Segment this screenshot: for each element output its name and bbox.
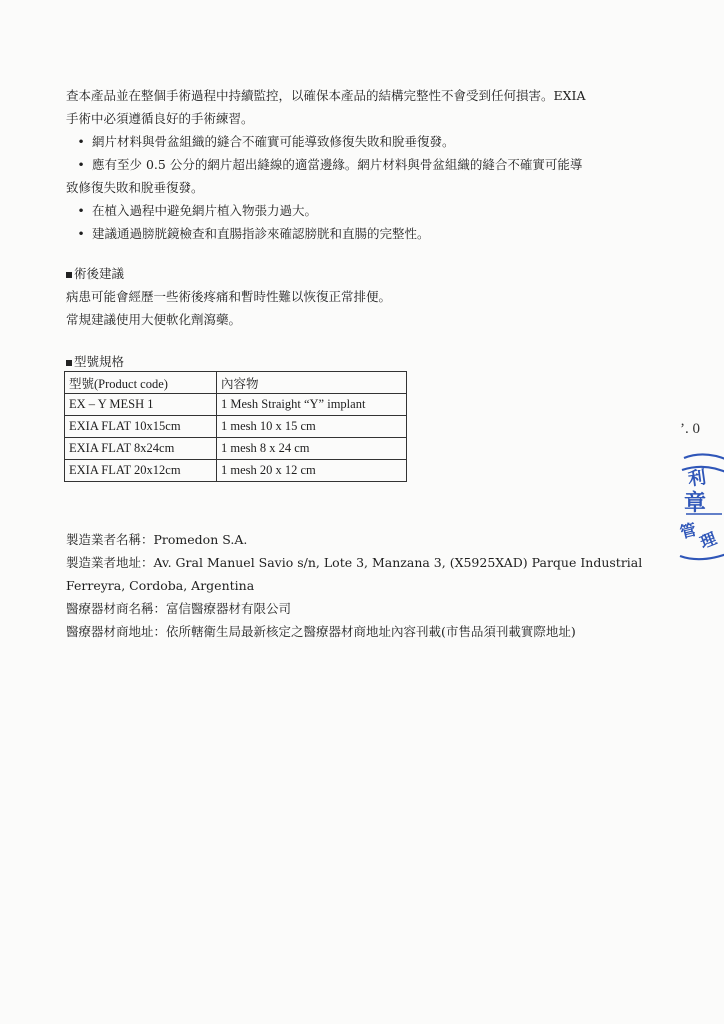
bullet-dot: • xyxy=(77,157,85,172)
bullet-dot: • xyxy=(77,134,85,149)
dealer-name: 富信醫療器材有限公司 xyxy=(166,601,292,616)
warnings-section xyxy=(66,84,666,245)
bullet-text: 應有至少 0.5 公分的網片超出縫線的適當邊緣。網片材料與骨盆組織的縫合不確實可能導 xyxy=(92,157,583,172)
stamp-char: 管 xyxy=(678,519,699,543)
contents-cell: 1 mesh 10 x 15 cm xyxy=(217,416,407,438)
dealer-address-line xyxy=(66,620,666,643)
square-bullet-icon xyxy=(66,272,72,278)
postop-heading xyxy=(66,262,666,285)
product-code-cell: EXIA FLAT 10x15cm xyxy=(65,416,217,438)
bullet-item-4 xyxy=(66,222,666,245)
contents-cell: 1 mesh 20 x 12 cm xyxy=(217,460,407,482)
intro-line-1: 查本產品並在整個手術過程中持續監控，以確保本產品的結構完整性不會受到任何損害。EXIA xyxy=(66,88,586,103)
bullet-text: 在植入過程中避免網片植入物張力過大。 xyxy=(92,203,318,218)
table-row xyxy=(65,394,407,416)
stamp-seal-icon xyxy=(676,452,724,572)
bullet-item-3 xyxy=(66,199,666,222)
spec-heading xyxy=(66,350,666,373)
postop-heading-text: 術後建議 xyxy=(74,266,125,281)
table-row xyxy=(65,438,407,460)
stamp-char: 利 xyxy=(686,466,708,491)
product-code-cell: EXIA FLAT 8x24cm xyxy=(65,438,217,460)
manufacturer-name-line xyxy=(66,528,666,551)
bullet-item-2 xyxy=(66,153,666,176)
manufacturer-address: Av. Gral Manuel Savio s/n, Lote 3, Manzana 3, (X5925XAD) Parque Industrial xyxy=(153,555,643,570)
intro-line-2: 手術中必須遵循良好的手術練習。 xyxy=(66,111,254,126)
dealer-name-line xyxy=(66,597,666,620)
column-header-code: 型號(Product code) xyxy=(65,372,217,394)
stamp-char: 理 xyxy=(697,528,720,553)
dealer-address: 依所轄衛生局最新核定之醫療器材商地址內容刊載(市售品須刊載實際地址) xyxy=(166,624,576,639)
bullet-item-2-continuation: 致修復失敗和脫垂復發。 xyxy=(66,180,204,195)
product-code-cell: EXIA FLAT 20x12cm xyxy=(65,460,217,482)
column-header-contents: 內容物 xyxy=(217,372,407,394)
contents-cell: 1 Mesh Straight “Y” implant xyxy=(217,394,407,416)
table-header-row xyxy=(65,372,407,394)
contents-cell: 1 mesh 8 x 24 cm xyxy=(217,438,407,460)
manufacturer-address-line xyxy=(66,551,666,574)
manufacturer-name: Promedon S.A. xyxy=(153,532,248,547)
spec-heading-text: 型號規格 xyxy=(74,354,125,369)
table-row xyxy=(65,460,407,482)
margin-mark: ’. 0 xyxy=(680,421,700,437)
manufacturer-name-label: 製造業者名稱： xyxy=(66,532,154,547)
bullet-text: 建議通過膀胱鏡檢查和直腸指診來確認膀胱和直腸的完整性。 xyxy=(92,226,430,241)
stamp-char: 章 xyxy=(684,490,707,516)
bullet-dot: • xyxy=(77,203,85,218)
dealer-name-label: 醫療器材商名稱： xyxy=(66,601,167,616)
bullet-item-1 xyxy=(66,130,666,153)
spec-table xyxy=(64,371,407,482)
table-row xyxy=(65,416,407,438)
spec-section xyxy=(66,350,666,373)
dealer-address-label: 醫療器材商地址： xyxy=(66,624,167,639)
official-stamp xyxy=(676,452,724,572)
bullet-dot: • xyxy=(77,226,85,241)
manufacturer-address-continuation: Ferreyra, Cordoba, Argentina xyxy=(66,578,255,593)
square-bullet-icon xyxy=(66,360,72,366)
product-code-cell: EX – Y MESH 1 xyxy=(65,394,217,416)
postop-line-2: 常規建議使用大便軟化劑瀉藥。 xyxy=(66,312,242,327)
manufacturer-section xyxy=(66,528,666,643)
postop-line-1: 病患可能會經歷一些術後疼痛和暫時性難以恢復正常排便。 xyxy=(66,289,392,304)
postop-section xyxy=(66,262,666,331)
bullet-text: 網片材料與骨盆組織的縫合不確實可能導致修復失敗和脫垂復發。 xyxy=(92,134,455,149)
manufacturer-address-label: 製造業者地址： xyxy=(66,555,154,570)
